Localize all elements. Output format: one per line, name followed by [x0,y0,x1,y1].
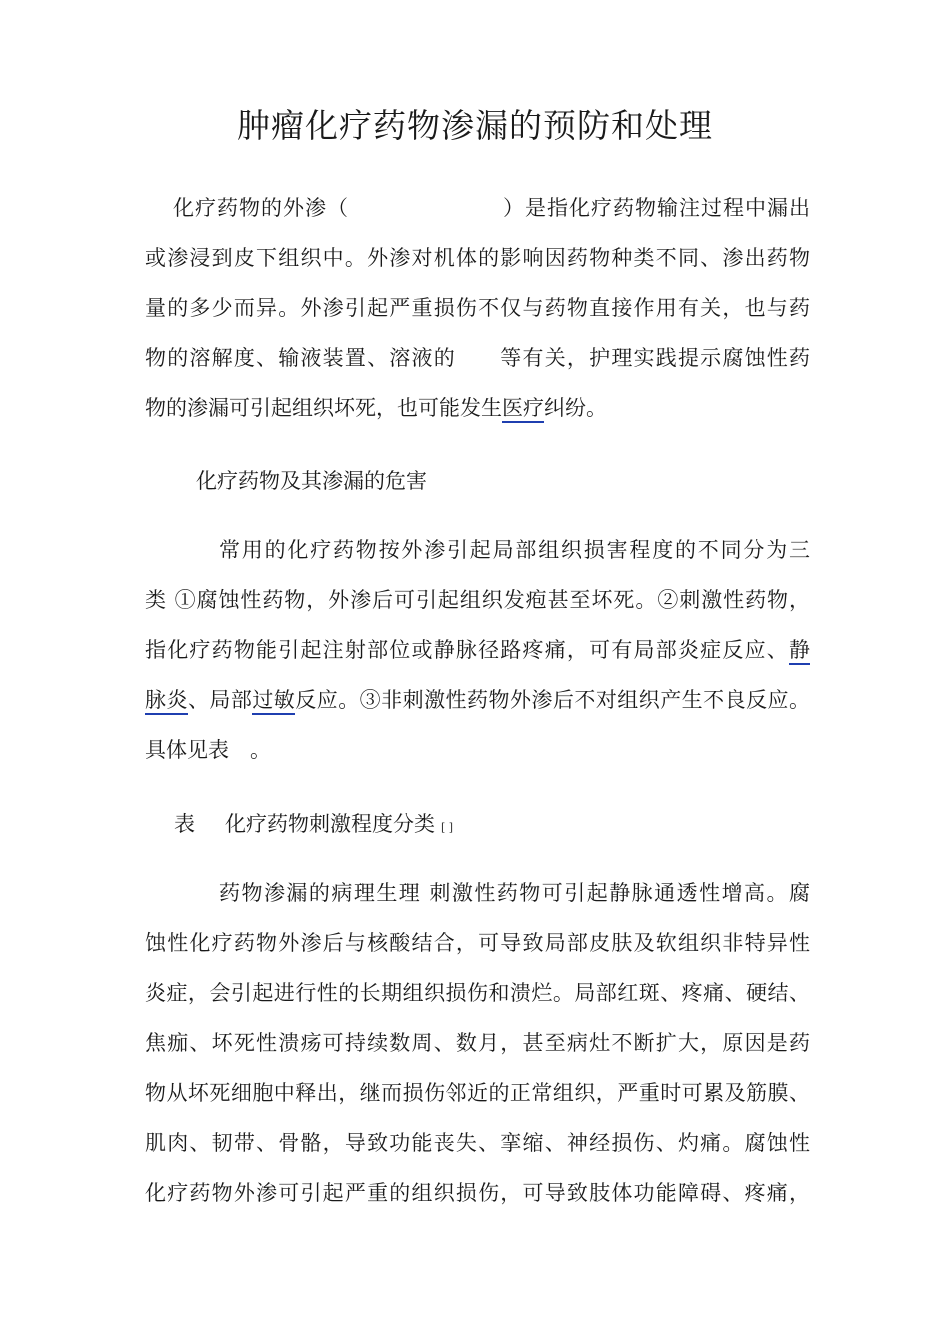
intro-paragraph [145,183,810,433]
pathology-paragraph [145,868,810,1218]
intro-line-5-text: 物的渗漏可引起组织坏死，也可能发生 [145,396,502,420]
document-title: 肿瘤化疗药物渗漏的预防和处理 [237,106,713,145]
section-heading-hazards: 化疗药物及其渗漏的危害 [196,469,427,493]
citation-ref[interactable]: [ ] [441,821,454,834]
phlebitis-link-end[interactable]: 脉炎 [145,688,188,715]
table-caption-text: 化疗药物刺激程度分类 [225,812,435,836]
intro-line-5-end: 纠纷。 [544,396,607,420]
pathology-line-5: 物从坏死细胞中释出，继而损伤邻近的正常组织，严重时可累及筋膜、 [145,1081,810,1105]
intro-line-3: 量的多少而异。外渗引起严重损伤不仅与药物直接作用有关，也与药 [145,296,810,320]
intro-line-4: 物的溶解度、输液装置、溶液的 等有关，护理实践提示腐蚀性药 [145,346,810,370]
pathology-line-3: 炎症，会引起进行性的长期组织损伤和溃烂。局部红斑、疼痛、硬结、 [145,981,810,1005]
table-caption [174,808,453,838]
intro-line-5 [145,383,810,433]
classification-line-4-end: 反应。③非刺激性药物外渗后不对组织产生不良反应。 [295,688,811,712]
medical-link[interactable]: 医疗 [502,396,544,423]
pathology-line-4: 焦痂、坏死性溃疡可持续数周、数月，甚至病灶不断扩大，原因是药 [145,1031,810,1055]
classification-line-4 [145,675,810,725]
classification-paragraph [145,525,810,775]
classification-line-3-text: 指化疗药物能引起注射部位或静脉径路疼痛，可有局部炎症反应、 [145,638,789,662]
pathology-line-2: 蚀性化疗药物外渗后与核酸结合，可导致局部皮肤及软组织非特异性 [145,931,810,955]
classification-line-1: 常用的化疗药物按外渗引起局部组织损害程度的不同分为三 [219,538,810,562]
phlebitis-link-start[interactable]: 静 [789,638,810,665]
pathology-line-6: 肌肉、韧带、骨骼，导致功能丧失、挛缩、神经损伤、灼痛。腐蚀性 [145,1131,810,1155]
table-caption-label: 表 [174,812,195,836]
classification-line-4-mid: 、局部 [187,688,253,712]
intro-line-1: 化疗药物的外渗（ ）是指化疗药物输注过程中漏出 [173,196,810,220]
pathology-line-7: 化疗药物外渗可引起严重的组织损伤，可导致肢体功能障碍、疼痛， [145,1181,810,1205]
allergy-link[interactable]: 过敏 [252,688,295,715]
classification-line-5: 具体见表 。 [145,738,271,762]
classification-line-2: 类 ①腐蚀性药物，外渗后可引起组织发疱甚至坏死。②刺激性药物， [145,588,810,612]
intro-line-2: 或渗浸到皮下组织中。外渗对机体的影响因药物种类不同、渗出药物 [145,246,810,270]
pathology-line-1: 药物渗漏的病理生理 刺激性药物可引起静脉通透性增高。腐 [219,881,810,905]
classification-line-3 [145,625,810,675]
